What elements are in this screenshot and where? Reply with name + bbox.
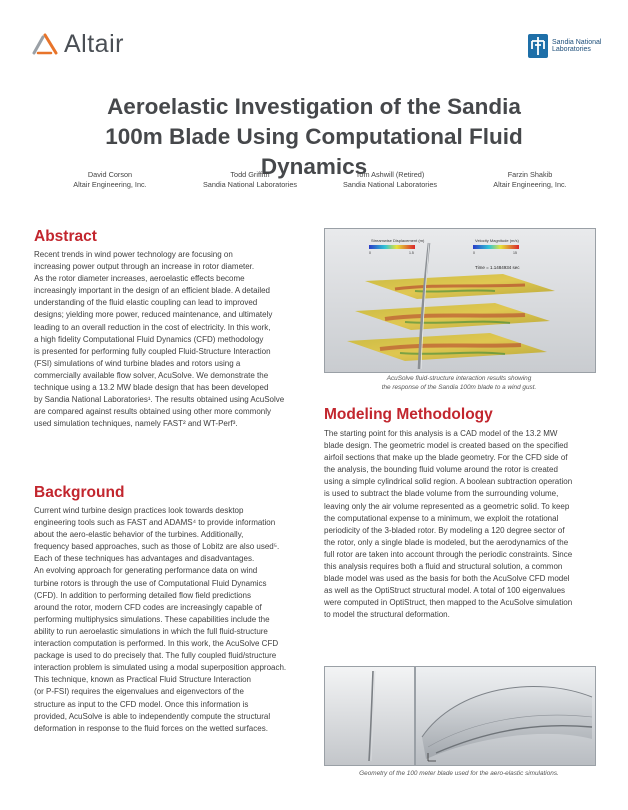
background-line: package is used to do precisely that. The fully coupled fluid/structure <box>34 651 277 661</box>
fsi-results-figure <box>324 228 596 373</box>
methodology-line: periodicity of the 3-bladed rotor. By modeling a 120 degree sector of <box>324 525 565 535</box>
background-line: (CFD). In addition to performing detailed flow field predictions <box>34 590 251 600</box>
legend-right-min: 0 <box>473 251 475 255</box>
legend-left-bar <box>369 245 415 249</box>
background-line: Each of these techniques has advantages and disadvantages. <box>34 554 255 564</box>
abstract-line: a high fidelity Computational Fluid Dynamics (CFD) methodology <box>34 334 264 344</box>
legend-right-max: 15 <box>513 251 517 255</box>
methodology-line: the rotor, only a single blade is modeled, but the aerodynamics of the <box>324 537 569 547</box>
methodology-line: the analysis, the bounding fluid volume around the rotor is created <box>324 465 558 475</box>
author-3 <box>320 170 460 190</box>
legend-left-min: 0 <box>369 251 371 255</box>
abstract-line: used simulation techniques, namely FAST² and WT-Perf³. <box>34 419 238 429</box>
methodology-line: using a simple cylindrical solid region. A boolean subtraction operation <box>324 477 573 487</box>
abstract-line: leading to an overall reduction in the cost of electricity. In this work, <box>34 322 271 332</box>
abstract-line: increasing power output through an increase in rotor diameter. <box>34 262 255 272</box>
author-affiliation: Altair Engineering, Inc. <box>493 180 567 189</box>
author-affiliation: Altair Engineering, Inc. <box>73 180 147 189</box>
abstract-line: are compared against results obtained using other more commonly <box>34 407 272 417</box>
background-line: about the aero-elastic behavior of the turbines. Additionally, <box>34 530 244 540</box>
author-name: David Corson <box>87 170 133 179</box>
methodology-line: airfoil sections that make up the blade geometry. For the CFD side of <box>324 453 568 463</box>
background-line: This technique, known as Practical Fluid Structure Interaction <box>34 675 251 685</box>
background-line: deformation in response to the fluid forces on the wetted surfaces. <box>34 723 268 733</box>
methodology-line: full rotor are taken into account through the periodic constraints. Since <box>324 549 573 559</box>
methodology-line: as well as the OptiStruct structural model. A total of 100 eigenvalues <box>324 586 566 596</box>
author-list <box>40 170 600 190</box>
background-line: structure as input to the CFD model. Once this information is <box>34 699 249 709</box>
title-line-2: 100m Blade Using Computational Fluid Dynamics <box>105 124 523 179</box>
methodology-line: is used to subtract the blade volume from the surrounding volume, <box>324 489 559 499</box>
geometry-figure-caption: Geometry of the 100 meter blade used for the aero-elastic simulations. <box>359 770 559 777</box>
methodology-body <box>324 428 598 622</box>
abstract-line: is presented for performing fully coupled Fluid-Structure Interaction <box>34 346 271 356</box>
blade-geometry-right-image <box>415 666 596 766</box>
author-affiliation: Sandia National Laboratories <box>342 180 438 189</box>
caption-line: the response of the Sandia 100m blade to a wind gust. <box>381 383 537 391</box>
fsi-results-image <box>325 229 595 372</box>
methodology-line: blade design. The geometric model is created based on the specified <box>324 441 569 451</box>
author-name: Todd Griffith <box>230 170 270 179</box>
methodology-line: leaving only the air volume represented as a geometric solid. To keep <box>324 501 570 511</box>
author-4 <box>460 170 600 190</box>
fsi-figure-caption <box>340 375 578 392</box>
author-2 <box>180 170 320 190</box>
abstract-heading: Abstract <box>34 228 97 245</box>
abstract-line: by Sandia National Laboratories¹. The results obtained using AcuSolve <box>34 395 285 405</box>
author-name: Tom Ashwill (Retired) <box>355 170 425 179</box>
background-line: turbine rotors is through the use of Computational Fluid Dynamics <box>34 578 267 588</box>
background-body <box>34 505 324 735</box>
background-line: frequency based approaches, such as those of Lobitz are also used⁵. <box>34 542 280 552</box>
altair-wordmark: Altair <box>64 29 124 58</box>
background-line: Current wind turbine design practices look towards desktop <box>34 506 244 515</box>
background-line: ability to run aeroelastic simulations in which the full fluid-structure <box>34 626 268 636</box>
abstract-line: As the rotor diameter increases, aeroelastic effects become <box>34 274 245 284</box>
altair-logo <box>32 30 124 58</box>
background-line: interaction computation is performed. In this work, the AcuSolve CFD <box>34 639 279 649</box>
background-line: engineering tools such as FAST and ADAMS⁴ to provide information <box>34 518 276 528</box>
legend-left-max: 1.5 <box>409 251 414 255</box>
methodology-line: to model the structural deformation. <box>324 610 450 620</box>
background-heading: Background <box>34 484 125 501</box>
legend-right-bar <box>473 245 519 249</box>
sandia-thunderbird-icon <box>528 34 548 58</box>
legend-left-title: Streamwise Displacement (m) <box>371 238 425 243</box>
page-title <box>60 92 568 182</box>
methodology-line: The starting point for this analysis is a CAD model of the 13.2 MW <box>324 429 558 438</box>
background-line: (or P-FSI) requires the eigenvalues and eigenvectors of the <box>34 687 244 697</box>
time-label: Time = 1.1484934 sec <box>475 265 520 270</box>
title-line-1: Aeroelastic Investigation of the Sandia <box>107 94 521 119</box>
background-line: provided, AcuSolve is able to independently compute the structural <box>34 711 271 721</box>
abstract-line: technique using a 13.2 MW blade design that has been developed <box>34 383 269 393</box>
abstract-line: (FSI) simulations of wind turbine blades and rotors using a <box>34 358 241 368</box>
abstract-line: understanding of the fluid elastic coupling can lead to improved <box>34 298 258 308</box>
sandia-logo <box>528 34 604 58</box>
abstract-line: designs; yielding more power, reduced maintenance, and ultimately <box>34 310 273 320</box>
methodology-heading: Modeling Methodology <box>324 406 493 423</box>
methodology-line: were computed in OptiStruct, then mapped to the AcuSolve simulation <box>324 598 573 608</box>
sandia-wordmark: Sandia National Laboratories <box>552 38 602 53</box>
methodology-line: the computational expense to a minimum, we exploit the rotational <box>324 513 559 523</box>
abstract-line: commercially available flow solver, AcuSolve. We demonstrate the <box>34 370 269 380</box>
altair-mark-icon <box>32 33 58 55</box>
author-affiliation: Sandia National Laboratories <box>202 180 298 189</box>
background-line: around the rotor, modern CFD codes are increasingly capable of <box>34 602 262 612</box>
abstract-line: Recent trends in wind power technology are focusing on <box>34 250 233 259</box>
abstract-line: increasingly important in the design of an efficient blade. A detailed <box>34 286 271 296</box>
legend-right-title: Velocity Magnitude (m/s) <box>475 238 519 243</box>
background-line: An evolving approach for generating performance data on wind <box>34 566 258 576</box>
caption-line: AcuSolve fluid-structure interaction results showing <box>386 375 532 382</box>
background-line: performing multiphysics simulations. These capabilities include the <box>34 614 270 624</box>
methodology-line: this analysis requires both a fluid and structural solution, a common <box>324 562 563 572</box>
abstract-body <box>34 249 324 430</box>
background-line: interaction problem is simulated using a modal superposition approach. <box>34 663 287 673</box>
author-name: Farzin Shakib <box>507 170 553 179</box>
blade-geometry-left-image <box>324 666 415 766</box>
methodology-line: blade model was used as the basis for both the AcuSolve CFD model <box>324 574 570 584</box>
author-1 <box>40 170 180 190</box>
